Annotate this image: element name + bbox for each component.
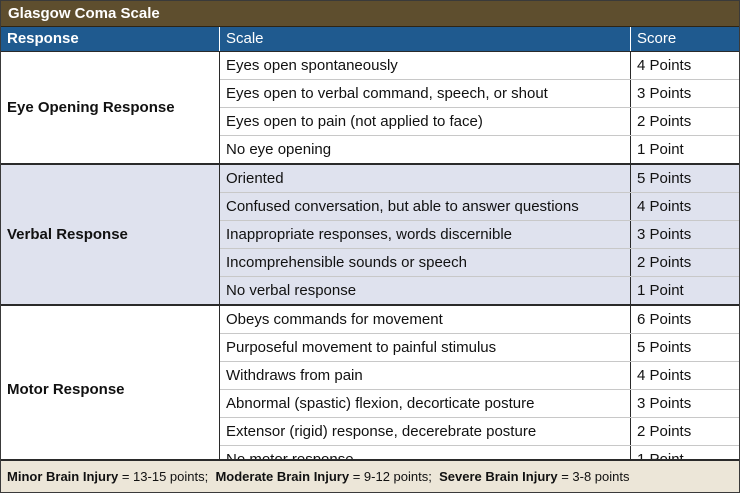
header-row bbox=[1, 27, 739, 51]
scale-cell: Eyes open spontaneously bbox=[220, 52, 631, 79]
table-row bbox=[220, 334, 739, 362]
group-rows bbox=[220, 306, 739, 473]
scale-cell: Confused conversation, but able to answer questions bbox=[220, 193, 631, 220]
group-label: Motor Response bbox=[1, 306, 220, 473]
score-cell: 1 Point bbox=[637, 141, 684, 158]
table-row bbox=[220, 362, 739, 390]
table-row bbox=[220, 390, 739, 418]
group-eye-opening bbox=[1, 51, 739, 163]
scale-cell: Extensor (rigid) response, decerebrate posture bbox=[220, 418, 631, 445]
table-row bbox=[220, 277, 739, 304]
scale-cell: Inappropriate responses, words discernible bbox=[220, 221, 631, 248]
score-cell: 2 Points bbox=[637, 423, 692, 440]
severe-value: = 3-8 points bbox=[557, 469, 630, 484]
scale-cell: Oriented bbox=[220, 165, 631, 192]
scale-cell: No eye opening bbox=[220, 136, 631, 163]
moderate-label: Moderate Brain Injury bbox=[215, 469, 350, 484]
group-rows bbox=[220, 52, 739, 163]
score-cell: 4 Points bbox=[637, 198, 692, 215]
scale-cell: Obeys commands for movement bbox=[220, 306, 631, 333]
score-cell: 3 Points bbox=[637, 395, 692, 412]
group-rows bbox=[220, 165, 739, 304]
score-cell: 5 Points bbox=[637, 170, 692, 187]
score-cell: 4 Points bbox=[637, 367, 692, 384]
minor-label: Minor Brain Injury bbox=[7, 469, 119, 484]
group-verbal bbox=[1, 163, 739, 304]
scale-cell: Eyes open to verbal command, speech, or shout bbox=[220, 80, 631, 107]
score-cell: 2 Points bbox=[637, 254, 692, 271]
scale-cell: No verbal response bbox=[220, 277, 631, 304]
score-cell: 6 Points bbox=[637, 311, 692, 328]
scale-cell: Eyes open to pain (not applied to face) bbox=[220, 108, 631, 135]
score-cell: 3 Points bbox=[637, 226, 692, 243]
minor-value: = 13-15 points; bbox=[118, 469, 209, 484]
group-label: Eye Opening Response bbox=[1, 52, 220, 163]
severity-footer bbox=[1, 459, 739, 492]
table-title: Glasgow Coma Scale bbox=[1, 1, 739, 27]
scale-cell: Purposeful movement to painful stimulus bbox=[220, 334, 631, 361]
table-row bbox=[220, 52, 739, 80]
table-row bbox=[220, 193, 739, 221]
table-row bbox=[220, 165, 739, 193]
score-cell: 1 Point bbox=[637, 282, 684, 299]
table-row bbox=[220, 249, 739, 277]
header-response: Response bbox=[1, 27, 220, 51]
table-row bbox=[220, 418, 739, 446]
moderate-value: = 9-12 points; bbox=[349, 469, 432, 484]
table-row bbox=[220, 80, 739, 108]
score-cell: 3 Points bbox=[637, 85, 692, 102]
severe-label: Severe Brain Injury bbox=[439, 469, 558, 484]
scale-cell: Abnormal (spastic) flexion, decorticate posture bbox=[220, 390, 631, 417]
score-cell: 5 Points bbox=[637, 339, 692, 356]
table-row bbox=[220, 306, 739, 334]
table-row bbox=[220, 221, 739, 249]
scale-cell: Withdraws from pain bbox=[220, 362, 631, 389]
score-cell: 4 Points bbox=[637, 57, 692, 74]
header-score: Score bbox=[637, 30, 677, 47]
score-cell: 2 Points bbox=[637, 113, 692, 130]
header-scale: Scale bbox=[220, 27, 631, 51]
scale-cell: Incomprehensible sounds or speech bbox=[220, 249, 631, 276]
group-label: Verbal Response bbox=[1, 165, 220, 304]
table-row bbox=[220, 108, 739, 136]
table-row bbox=[220, 136, 739, 163]
group-motor bbox=[1, 304, 739, 473]
